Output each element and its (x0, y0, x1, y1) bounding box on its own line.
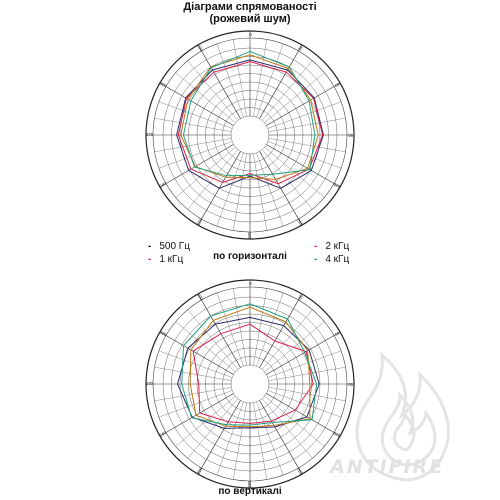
grid-spoke (233, 39, 247, 116)
angle-tick-label: 0 (247, 33, 253, 36)
grid-spoke (253, 288, 267, 365)
grid-spoke (269, 138, 346, 152)
grid-circle (231, 116, 269, 154)
grid-spoke (253, 403, 267, 480)
grid-circle (231, 365, 269, 403)
grid-spoke (188, 150, 238, 210)
angle-tick-label: 210 (195, 466, 204, 476)
legend-item-2khz: - 2 кГц (314, 241, 350, 252)
angle-tick-label: 120 (332, 430, 342, 439)
grid-spoke (159, 141, 232, 168)
grid-spoke (154, 367, 231, 381)
grid-spoke (268, 102, 341, 129)
series-line-1 (193, 324, 313, 423)
angle-tick-label: 300 (158, 80, 168, 89)
grid-spoke (256, 153, 283, 226)
series-line-3 (183, 51, 315, 175)
grid-spoke (262, 399, 312, 459)
angle-tick-label: 330 (196, 43, 205, 53)
grid-spoke (265, 147, 325, 197)
grid-spoke (176, 322, 236, 372)
grid-spoke (217, 402, 244, 475)
grid-spoke (176, 147, 236, 197)
grid-spoke (253, 39, 267, 116)
grid-spoke (268, 141, 341, 168)
angle-tick-label: 90 (348, 132, 353, 138)
grid-spoke (265, 322, 325, 372)
series-line-1 (178, 62, 322, 184)
angle-tick-label: 0 (247, 282, 253, 285)
grid-spoke (159, 102, 232, 129)
legend-item-1khz: - 1 кГц (148, 254, 184, 265)
grid-spoke (233, 403, 247, 480)
grid-spoke (154, 118, 231, 132)
angle-tick-label: 150 (295, 217, 304, 227)
grid-spoke (256, 293, 283, 366)
grid-spoke (233, 154, 247, 231)
angle-tick-label: 270 (146, 381, 153, 387)
polar-chart-horizontal (141, 26, 359, 244)
angle-tick-label: 90 (348, 381, 353, 387)
chart-label-horizontal: по горизонталі (213, 251, 287, 262)
angle-tick-label: 300 (158, 329, 168, 338)
grid-spoke (233, 288, 247, 365)
chart-title-line2: (рожевий шум) (209, 13, 291, 25)
angle-tick-label: 270 (146, 132, 153, 138)
legend-item-4khz: - 4 кГц (314, 254, 350, 265)
grid-spoke (154, 138, 231, 152)
grid-spoke (256, 402, 283, 475)
angle-tick-label: 210 (195, 217, 204, 227)
angle-tick-label: 180 (247, 481, 253, 488)
angle-tick-label: 120 (332, 181, 342, 190)
angle-tick-label: 150 (295, 466, 304, 476)
angle-tick-label: 60 (333, 81, 341, 89)
angle-tick-label: 240 (158, 180, 168, 189)
angle-tick-label: 30 (297, 293, 304, 301)
angle-tick-label: 30 (297, 44, 304, 52)
angle-tick-label: 330 (196, 292, 205, 302)
legend-item-500hz: - 500 Гц (148, 241, 190, 252)
angle-tick-label: 60 (333, 330, 341, 338)
grid-spoke (269, 118, 346, 132)
grid-spoke (256, 44, 283, 117)
polar-chart-vertical (141, 275, 359, 493)
angle-tick-label: 240 (158, 429, 168, 438)
grid-spoke (253, 154, 267, 231)
chart-title-line1: Діаграми спрямованості (183, 1, 317, 13)
chart-label-vertical: по вертикалі (218, 486, 282, 497)
grid-spoke (217, 293, 244, 366)
angle-tick-label: 180 (247, 232, 253, 239)
logo-text: ANTIFIRE (330, 456, 445, 478)
grid-spoke (217, 153, 244, 226)
grid-spoke (217, 44, 244, 117)
